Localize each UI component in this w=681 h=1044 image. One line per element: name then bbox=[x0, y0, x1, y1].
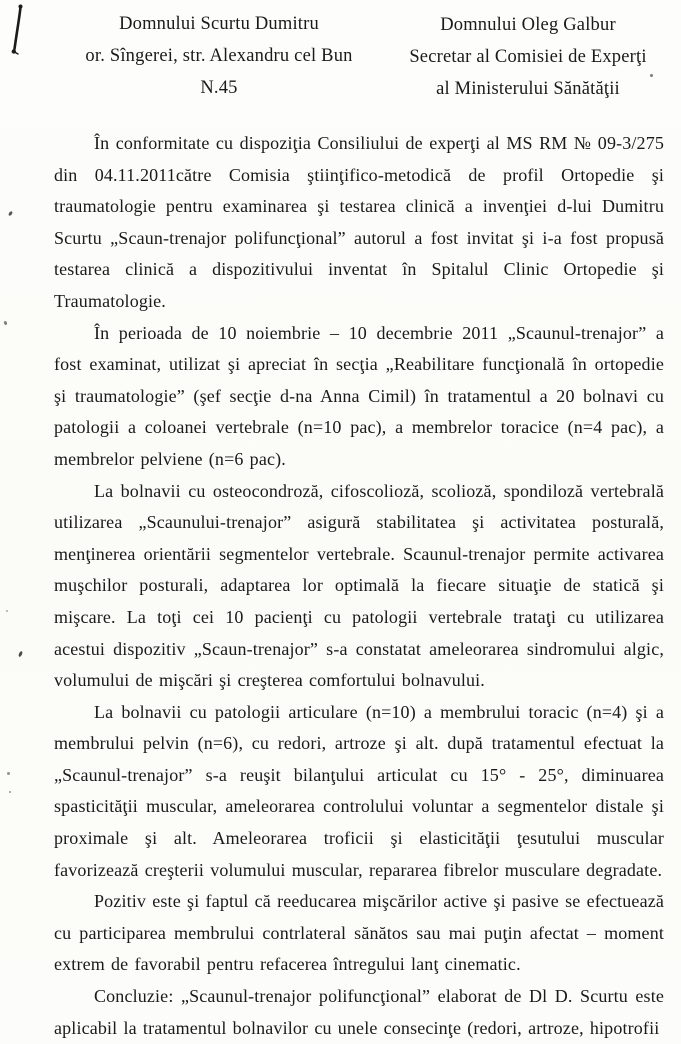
addressee-number: N.45 bbox=[200, 78, 238, 98]
paragraph-articular-results: La bolnavii cu patologii articulare (n=10) a membrului toracic (n=4) şi a membrului pelvin (n=6), cu redori, artroze şi alt. după tratamentul efectuat la „Scaunul-trenajor” s-a reuşit bilanţului articulat cu 15° - 25°, diminuarea spasticităţii muscular, ameleorarea controlului voluntar a segmentelor distale şi proximale şi alt. Ameleorarea troficii şi elasticităţii ţesutului muscular favorizează creşterii volumului muscular, repararea fibrelor musculare degradate. bbox=[54, 701, 664, 880]
scan-speck bbox=[7, 772, 10, 775]
paragraph-conclusion: Concluzie: „Scaunul-trenajor polifuncţional” elaborat de Dl D. Scurtu este aplicabil la tratamentul bolnavilor cu unele consecinţe (redori, artroze, hipotrofii bbox=[54, 986, 664, 1038]
addressee-name: Domnului Oleg Galbur bbox=[440, 15, 616, 35]
paragraph-testing-period: În perioada de 10 noiembrie – 10 decembrie 2011 „Scaunul-trenajor” a fost examinat, utilizat şi apreciat în secţia „Reabilitare funcţională în ortopedie şi traumatologie” (şef secţie d-na Anna Cimil) în tratamentul a 20 bolnavi cu patologii a coloanei vertebrale (n=10 pac), a membrelor toracice (n=4 pac), a membrelor pelviene (n=6 pac). bbox=[54, 322, 664, 469]
scan-speck bbox=[8, 211, 13, 217]
scan-speck bbox=[18, 651, 23, 658]
paragraph-intro: În conformitate cu dispoziţia Consiliului de experţi al MS RM № 09-3/275 din 04.11.2011către Comisia ştiinţifico-metodică de profil Ortopedie şi traumatologie pentru examinarea şi testarea clinică a invenţiei d-lui Dumitru Scurtu „Scaun-trenajor polifuncţional” autorul a fost invitat şi i-a fost propusă testarea clinică a dispozitivului inventat în Spitalul Clinic Ortopedie şi Traumatologie. bbox=[54, 133, 664, 311]
paragraph-positive-note: Pozitiv este şi faptul că reeducarea mişcărilor active şi pasive se efectuează cu participarea membrului contrlateral sănătos sau mai puţin afectat – moment extrem de favorabil pentru refacerea întregului lanţ cinematic. bbox=[54, 891, 664, 975]
letter-body bbox=[54, 128, 664, 1044]
addressee-title: Secretar al Comisiei de Experţi bbox=[409, 47, 647, 67]
addressee-secretary-block bbox=[392, 8, 664, 105]
addressee-author-block bbox=[54, 8, 384, 104]
scan-speck bbox=[650, 74, 653, 77]
addressee-street: or. Sîngerei, str. Alexandru cel Bun bbox=[85, 46, 353, 66]
letter-header bbox=[54, 8, 664, 105]
addressee-org: al Ministerului Sănătăţii bbox=[436, 79, 620, 99]
pen-stroke-icon bbox=[4, 3, 30, 59]
scan-speck bbox=[6, 610, 8, 612]
addressee-name: Domnului Scurtu Dumitru bbox=[119, 14, 319, 34]
scan-speck bbox=[9, 791, 11, 793]
paragraph-vertebral-results: La bolnavii cu osteocondroză, cifoscolioză, scolioză, spondiloză vertebrală utilizarea „Scaunului-trenajor” asigură stabilitatea şi activitatea posturală, menţinerea orientării segmentelor vertebrale. Scaunul-trenajor permite activarea muşchilor posturali, adaptarea lor optimală la fiecare situaţie de statică şi mişcare. La toţi cei 10 pacienţi cu patologii vertebrale trataţi cu utilizarea acestui dispozitiv „Scaun-trenajor” s-a constatat ameleorarea sindromului algic, volumului de mişcări şi creşterea comfortului bolnavului. bbox=[54, 480, 664, 691]
scan-speck bbox=[3, 321, 7, 326]
